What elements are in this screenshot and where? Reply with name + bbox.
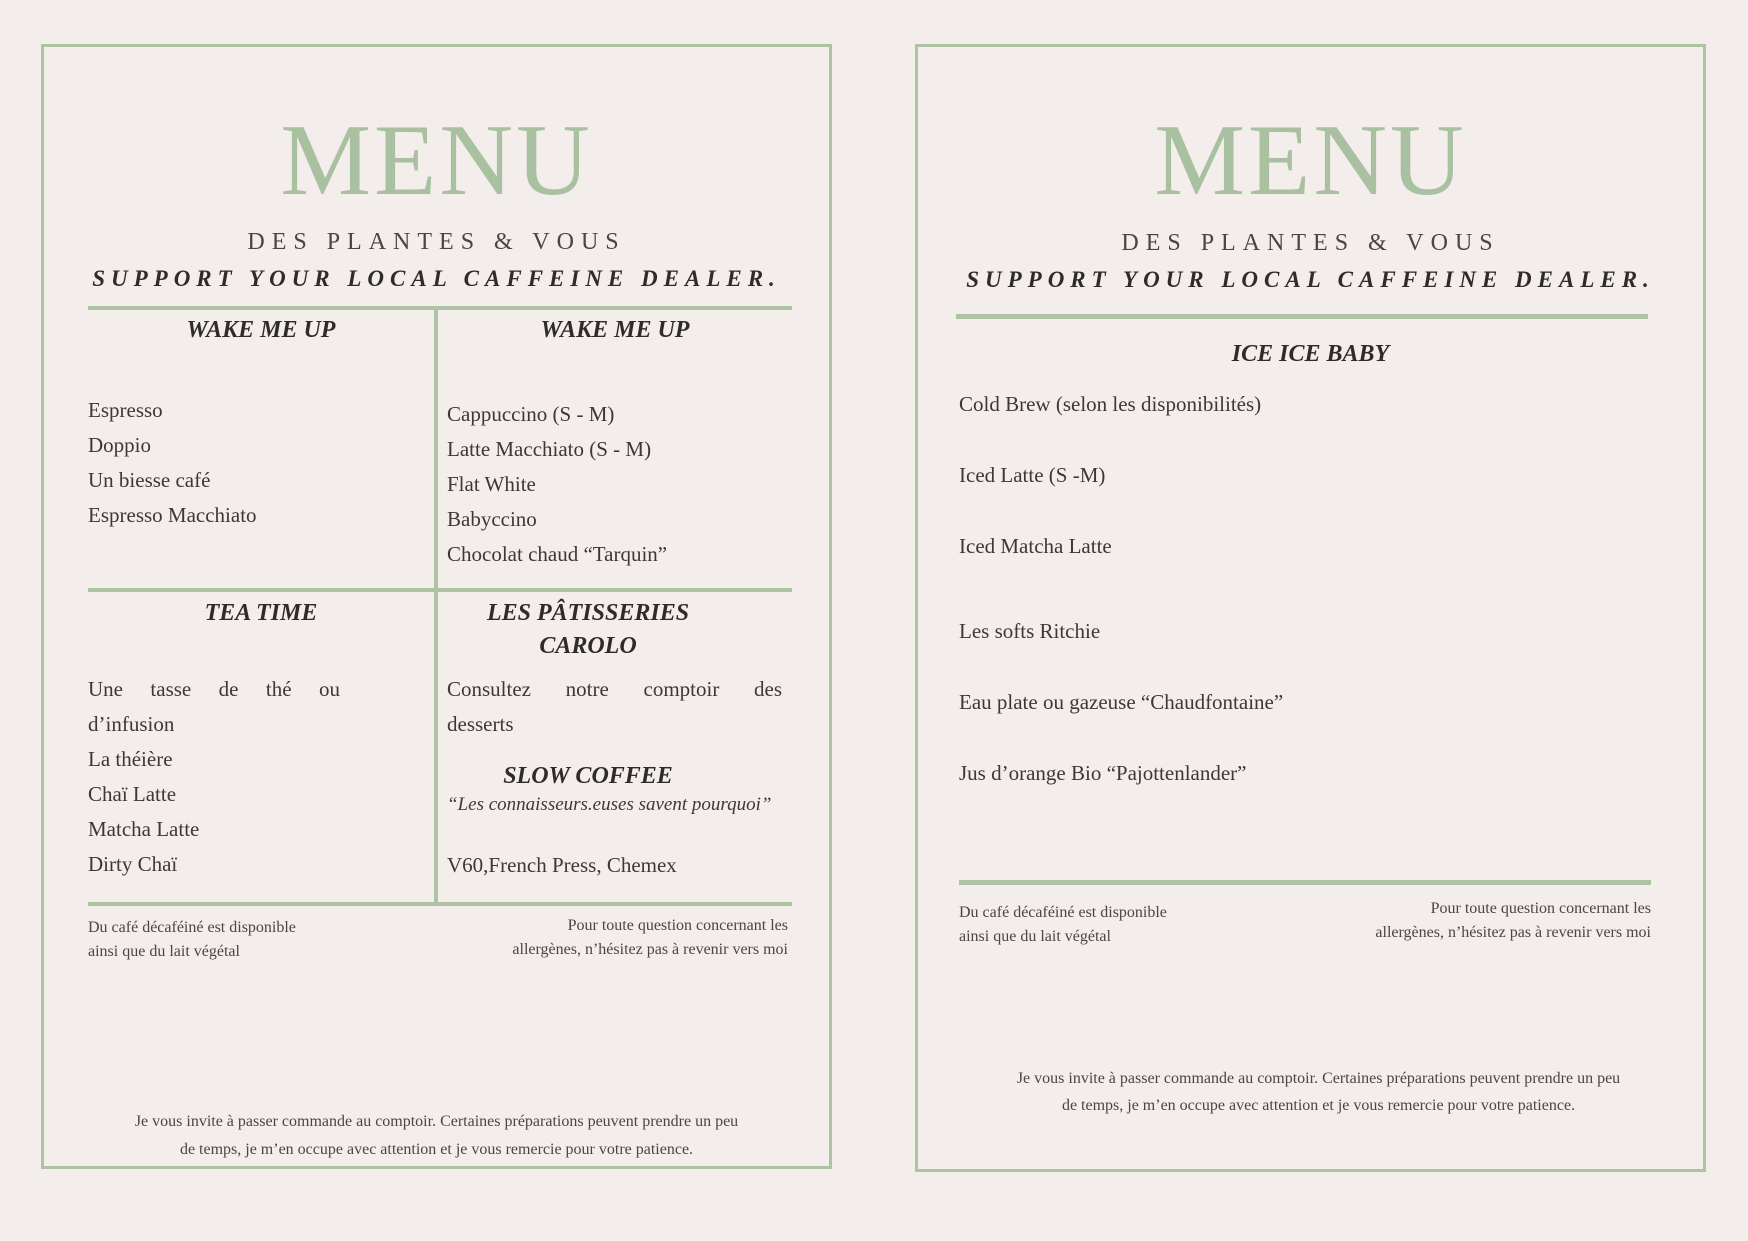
menu-page-right	[915, 44, 1706, 1172]
menu-page-left	[41, 44, 832, 1169]
menu-item: Latte Macchiato (S - M)	[447, 437, 652, 461]
menu-text: Consultez notre comptoir des	[447, 677, 782, 701]
menu-item: d’infusion	[88, 712, 175, 736]
allergen-note-line2: allergènes, n’hésitez pas à revenir vers moi	[1375, 924, 1651, 941]
allergen-note-line1: Pour toute question concernant les	[1430, 900, 1651, 917]
divider-bottom	[88, 902, 792, 906]
menu-item: Flat White	[447, 472, 536, 496]
menu-item: Doppio	[88, 433, 151, 457]
decaf-note-line1: Du café décaféiné est disponible	[88, 919, 296, 936]
allergen-note-line2: allergènes, n’hésitez pas à revenir vers moi	[512, 941, 788, 958]
menu-title: MENU	[1154, 104, 1467, 217]
menu-item: V60,French Press, Chemex	[447, 853, 677, 877]
menu-item: Iced Latte (S -M)	[959, 463, 1106, 487]
footer-line1: Je vous invite à passer commande au comptoir. Certaines préparations peuvent prendre un peu	[134, 1113, 739, 1130]
decaf-note-line1: Du café décaféiné est disponible	[959, 904, 1167, 921]
slow-coffee-quote: “Les connaisseurs.euses savent pourquoi”	[447, 794, 772, 815]
section-heading-patisseries: LES PÂTISSERIES	[486, 600, 690, 626]
menu-item: Matcha Latte	[88, 817, 200, 841]
footer-line1: Je vous invite à passer commande au comptoir. Certaines préparations peuvent prendre un peu	[1016, 1070, 1621, 1087]
section-heading-tea-time: TEA TIME	[204, 600, 318, 626]
divider-middle	[88, 588, 792, 592]
menu-item: Eau plate ou gazeuse “Chaudfontaine”	[959, 690, 1284, 714]
section-heading-patisseries-line2: CAROLO	[539, 633, 637, 659]
divider-top	[956, 314, 1648, 319]
brand-name: DES PLANTES & VOUS	[247, 229, 626, 255]
section-heading-ice-ice-baby: ICE ICE BABY	[1231, 341, 1390, 367]
footer-line2: de temps, je m’en occupe avec attention et je vous remercie pour votre patience.	[179, 1141, 694, 1158]
menu-title: MENU	[280, 104, 593, 217]
menu-item: Jus d’orange Bio “Pajottenlander”	[959, 761, 1247, 785]
menu-item: Espresso	[88, 398, 163, 422]
section-heading-slow-coffee: SLOW COFFEE	[503, 763, 673, 789]
menu-item: Une tasse de thé ou	[88, 677, 340, 701]
menu-item: La théière	[88, 747, 173, 771]
section-heading-wake-me-up: WAKE ME UP	[186, 317, 336, 343]
tagline: SUPPORT YOUR LOCAL CAFFEINE DEALER.	[92, 266, 781, 291]
menu-item: Babyccino	[447, 507, 537, 531]
menu-item: Un biesse café	[88, 468, 211, 492]
brand-name: DES PLANTES & VOUS	[1121, 230, 1500, 256]
allergen-note-line1: Pour toute question concernant les	[567, 917, 788, 934]
menu-item: Chaï Latte	[88, 782, 177, 806]
menu-item: Dirty Chaï	[88, 852, 178, 876]
menu-item: Les softs Ritchie	[959, 619, 1101, 643]
tagline: SUPPORT YOUR LOCAL CAFFEINE DEALER.	[966, 267, 1655, 292]
menu-item: Iced Matcha Latte	[959, 534, 1112, 558]
footer-line2: de temps, je m’en occupe avec attention et je vous remercie pour votre patience.	[1061, 1097, 1576, 1114]
menu-item: Cold Brew (selon les disponibilités)	[959, 392, 1262, 416]
menu-item: Chocolat chaud “Tarquin”	[447, 542, 668, 566]
decaf-note-line2: ainsi que du lait végétal	[959, 928, 1111, 945]
menu-text: desserts	[447, 712, 514, 736]
section-heading-wake-me-up-2: WAKE ME UP	[540, 317, 690, 343]
divider-bottom	[959, 880, 1651, 885]
menu-item: Cappuccino (S - M)	[447, 402, 615, 426]
decaf-note-line2: ainsi que du lait végétal	[88, 943, 240, 960]
divider-top	[88, 306, 792, 310]
menu-item: Espresso Macchiato	[88, 503, 257, 527]
